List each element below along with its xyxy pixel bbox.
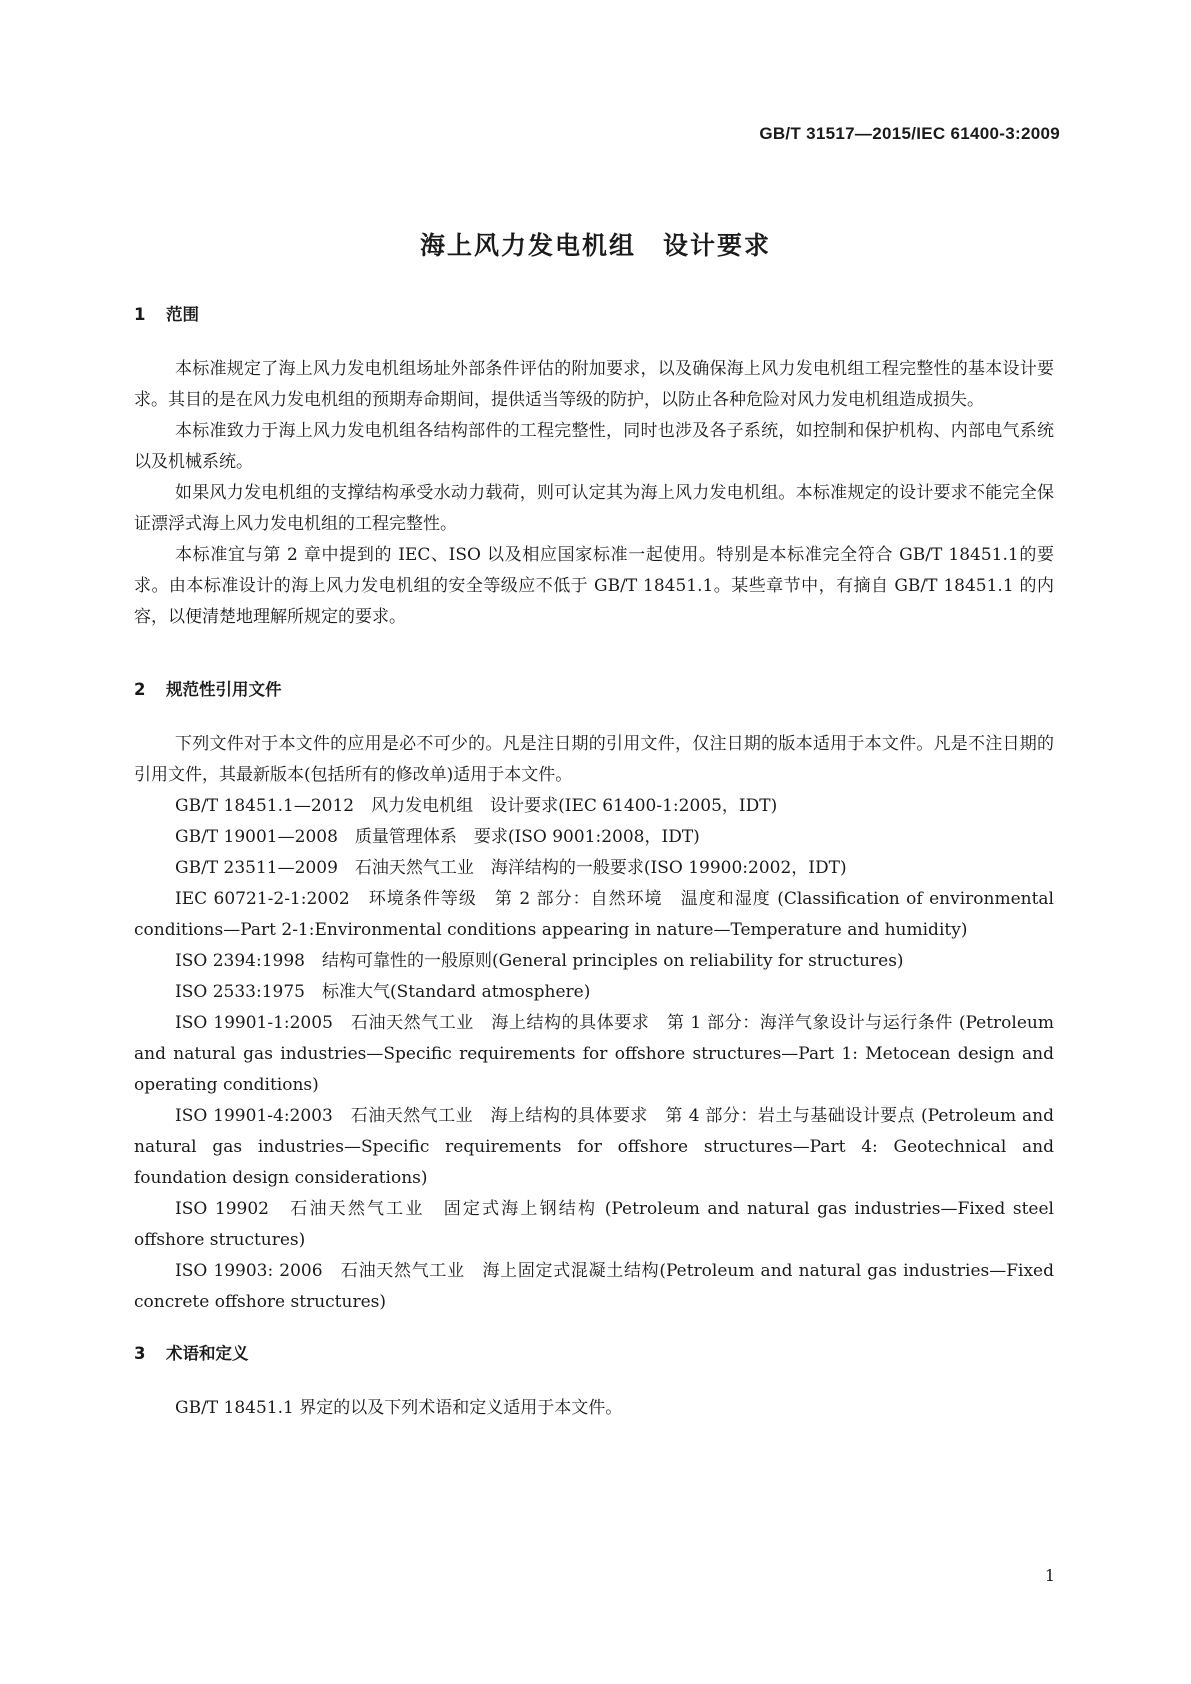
section-title: 规范性引用文件: [166, 680, 282, 699]
section-number: 1: [134, 305, 146, 324]
reference-entry: ISO 19901-4:2003 石油天然气工业 海上结构的具体要求 第 4 部分：岩土与基础设计要点 (Petroleum and natural gas industries—Specific requirements for offshore structures—Part 4: Geotechnical and foundation design considerations): [134, 1106, 1054, 1188]
reference-entry: ISO 19903: 2006 石油天然气工业 海上固定式混凝土结构(Petroleum and natural gas industries—Fixed concrete offshore structures): [134, 1261, 1054, 1312]
section-number: 2: [134, 680, 146, 699]
section-number: 3: [134, 1344, 146, 1363]
document-title: 海上风力发电机组 设计要求: [419, 231, 771, 260]
reference-entry: GB/T 18451.1—2012 风力发电机组 设计要求(IEC 61400-1:2005，IDT): [175, 796, 778, 816]
section-body: [134, 1393, 1054, 1424]
reference-entry: ISO 2533:1975 标准大气(Standard atmosphere): [175, 982, 591, 1002]
section-title: 范围: [166, 305, 199, 324]
paragraph: GB/T 18451.1 界定的以及下列术语和定义适用于本文件。: [175, 1398, 623, 1418]
section-body: [134, 354, 1054, 633]
section-heading: [134, 301, 199, 325]
reference-entry: ISO 2394:1998 结构可靠性的一般原则(General principles on reliability for structures): [175, 951, 904, 971]
paragraph: 本标准宜与第 2 章中提到的 IEC、ISO 以及相应国家标准一起使用。特别是本标准完全符合 GB/T 18451.1的要求。由本标准设计的海上风力发电机组的安全等级应不低于 GB/T 18451.1。某些章节中，有摘自 GB/T 18451.1 的内容，以便清楚地理解所规定的要求。: [134, 545, 1054, 627]
paragraph: 本标准致力于海上风力发电机组各结构部件的工程完整性，同时也涉及各子系统，如控制和保护机构、内部电气系统以及机械系统。: [134, 421, 1054, 472]
paragraph: 如果风力发电机组的支撑结构承受水动力载荷，则可认定其为海上风力发电机组。本标准规定的设计要求不能完全保证漂浮式海上风力发电机组的工程完整性。: [134, 483, 1054, 534]
section-heading: [134, 676, 282, 700]
page-number: 1: [1044, 1566, 1055, 1585]
reference-entry: ISO 19902 石油天然气工业 固定式海上钢结构 (Petroleum and natural gas industries—Fixed steel offshore structures): [134, 1199, 1054, 1250]
section-heading: [134, 1340, 249, 1364]
reference-entry: ISO 19901-1:2005 石油天然气工业 海上结构的具体要求 第 1 部分：海洋气象设计与运行条件 (Petroleum and natural gas industries—Specific requirements for offshore structures—Part 1: Metocean design and operating conditions): [134, 1013, 1054, 1095]
reference-entry: GB/T 23511—2009 石油天然气工业 海洋结构的一般要求(ISO 19900:2002，IDT): [175, 858, 847, 878]
section-title: 术语和定义: [166, 1344, 249, 1363]
paragraph: 下列文件对于本文件的应用是必不可少的。凡是注日期的引用文件，仅注日期的版本适用于本文件。凡是不注日期的引用文件，其最新版本(包括所有的修改单)适用于本文件。: [134, 734, 1054, 785]
paragraph: 本标准规定了海上风力发电机组场址外部条件评估的附加要求，以及确保海上风力发电机组工程完整性的基本设计要求。其目的是在风力发电机组的预期寿命期间，提供适当等级的防护，以防止各种危险对风力发电机组造成损失。: [134, 359, 1054, 410]
standard-number: GB/T 31517—2015/IEC 61400-3:2009: [759, 124, 1060, 143]
reference-entry: GB/T 19001—2008 质量管理体系 要求(ISO 9001:2008，IDT): [175, 827, 700, 847]
reference-entry: IEC 60721-2-1:2002 环境条件等级 第 2 部分：自然环境 温度和湿度 (Classification of environmental conditions—Part 2-1:Environmental conditions appearing in nature—Temperature and humidity): [134, 889, 1054, 940]
section-body: [134, 729, 1054, 1318]
